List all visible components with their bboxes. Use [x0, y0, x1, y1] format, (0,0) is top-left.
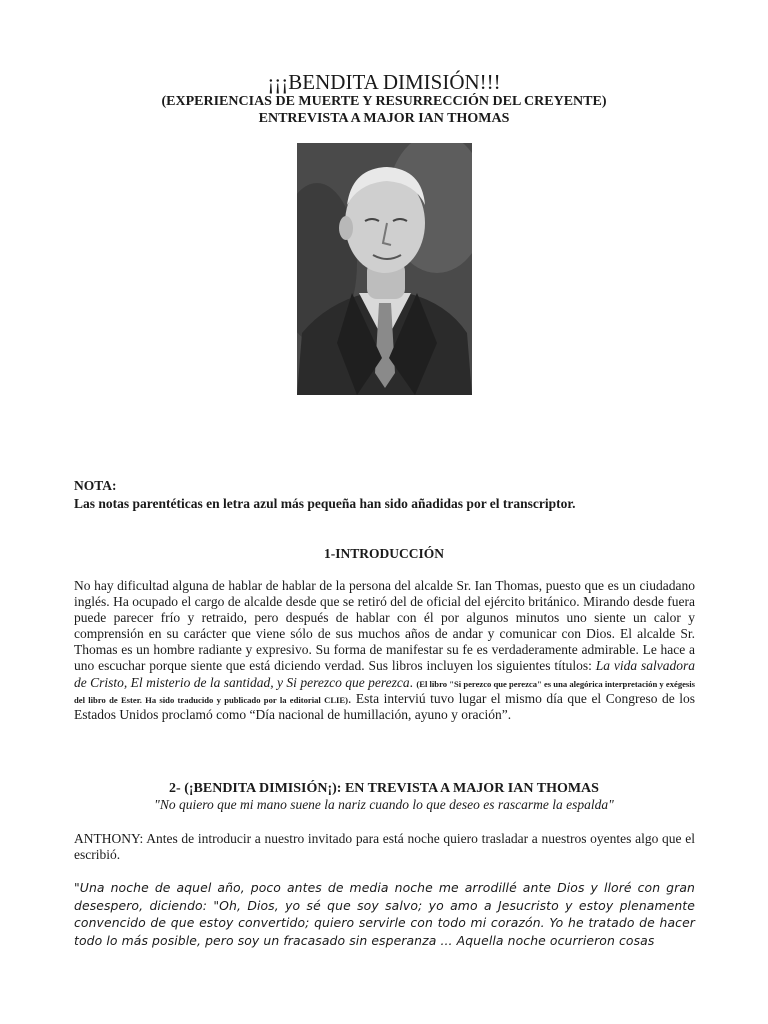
document-subtitle: (EXPERIENCIAS DE MUERTE Y RESURRECCIÓN DEL CREYENTE) — [161, 94, 607, 109]
intro-text-a: No hay dificultad alguna de hablar de hablar de la persona del alcalde Sr. Ian Thomas, puesto que es un ciudadano inglés. Ha ocupado el cargo de alcalde desde que se retiró del de oficial del ejército británico. Mirando desde fuera puede parecer frío y retraido, pero después de hablar con él por algunos minutos uno siente un calor y comprensión en su carácter que viene sólo de sus muchos años de andar y comunicar con Dios. El alcalde Sr. Thomas es un hombre radiante y expresivo. Su forma de manifestar su fe es verdaderamente admirable. Le hace a uno escuchar porque siente que está diciendo verdad. Sus libros incluyen los siguientes títulos: — [74, 578, 695, 674]
introduction-paragraph — [74, 578, 695, 723]
portrait-illustration — [297, 143, 472, 395]
note-heading: NOTA: — [74, 478, 117, 493]
quoted-letter-paragraph: "Una noche de aquel año, poco antes de media noche me arrodillé ante Dios y lloré con gran desespero, diciendo: "Oh, Dios, yo sé que soy salvo; yo amo a Jesucristo y estoy plenamente convencido de que estoy convertido; quiero servirle con todo mi corazón. Yo he tratado de hacer todo lo más posible, pero soy un fracasado sin esperanza ... Aquella noche ocurrieron cosas — [74, 880, 695, 948]
section-heading-entrevista: 2- (¡BENDITA DIMISIÓN¡): EN TREVISTA A MAJOR IAN THOMAS — [169, 781, 599, 796]
intro-text-c: . Esta interviú tuvo lugar el mismo día que el Congreso de los Estados Unidos proclamó como “Día nacional de humillación, ayuno y oración”. — [74, 690, 695, 722]
interview-heading: ENTREVISTA A MAJOR IAN THOMAS — [258, 111, 510, 126]
portrait-photo — [297, 143, 472, 395]
document-title: ¡¡¡BENDITA DIMISIÓN!!! — [267, 70, 501, 94]
transcriptor-note: (El libro "Si perezco que perezca" es una alegórica interpretación y exégesis del libro de Ester. Ha sido traducido y publicado por la editorial CLIE) — [74, 678, 696, 705]
book-titles: La vida salvadora de Cristo, El misterio de la santidad, y Si perezco que perezca — [74, 658, 695, 690]
anthony-paragraph: ANTHONY: Antes de introducir a nuestro invitado para está noche quiero trasladar a nuestros oyentes algo que el escribió. — [74, 831, 695, 863]
intro-text-b: . — [409, 674, 417, 690]
section-heading-introduccion: 1-INTRODUCCIÓN — [323, 546, 444, 561]
section-epigraph: "No quiero que mi mano suene la nariz cuando lo que deseo es rascarme la espalda" — [154, 797, 614, 812]
note-text: Las notas parentéticas en letra azul más pequeña han sido añadidas por el transcriptor. — [74, 496, 576, 511]
